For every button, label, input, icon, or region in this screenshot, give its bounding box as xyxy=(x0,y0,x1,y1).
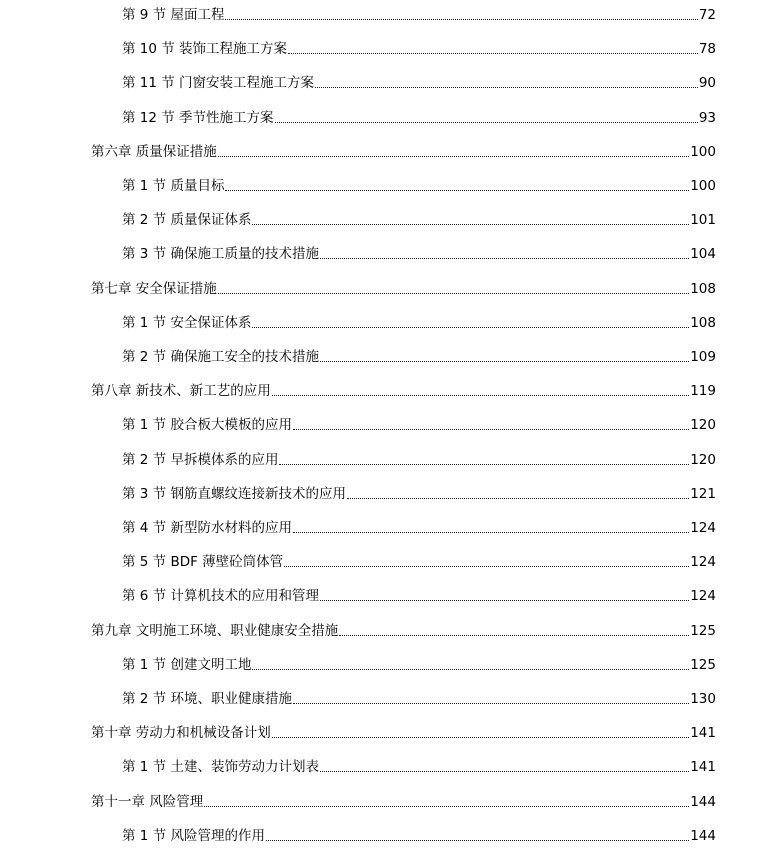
dot-leader xyxy=(279,464,689,465)
toc-section-entry[interactable] xyxy=(122,483,716,503)
toc-entry-title: 第 2 节 环境、职业健康措施 xyxy=(122,691,292,707)
toc-entry-page-number: 100 xyxy=(690,178,716,194)
toc-entry-title: 第 1 节 质量目标 xyxy=(122,178,225,194)
toc-chapter-entry[interactable] xyxy=(91,791,716,811)
dot-leader xyxy=(288,53,698,54)
toc-entry-title: 第 1 节 安全保证体系 xyxy=(122,314,252,331)
toc-entry-page-number: 109 xyxy=(690,349,716,365)
toc-entry-page-number: 72 xyxy=(698,7,716,23)
toc-entry-page-number: 119 xyxy=(690,383,716,400)
toc-entry-page-number: 101 xyxy=(690,212,716,229)
toc-entry-title: 第七章 安全保证措施 xyxy=(91,280,217,297)
toc-chapter-entry[interactable] xyxy=(91,141,716,161)
toc-entry-title: 第 3 节 确保施工质量的技术措施 xyxy=(122,246,319,263)
toc-chapter-entry[interactable] xyxy=(91,380,716,400)
dot-leader xyxy=(293,532,689,533)
toc-entry-page-number: 121 xyxy=(690,485,716,502)
toc-entry-title: 第 2 节 确保施工安全的技术措施 xyxy=(122,349,319,365)
toc-entry-page-number: 124 xyxy=(690,520,716,536)
dot-leader xyxy=(320,258,689,259)
dot-leader xyxy=(347,498,689,499)
dot-leader xyxy=(252,327,689,328)
toc-entry-title: 第 9 节 屋面工程 xyxy=(122,7,225,23)
toc-entry-page-number: 144 xyxy=(690,827,716,844)
toc-entry-page-number: 104 xyxy=(690,246,716,263)
toc-entry-page-number: 130 xyxy=(690,691,716,707)
toc-entry-title: 第 5 节 BDF 薄壁砼筒体管 xyxy=(122,554,284,571)
dot-leader xyxy=(218,293,689,294)
toc-entry-title: 第 1 节 胶合板大模板的应用 xyxy=(122,417,292,434)
toc-section-entry[interactable] xyxy=(122,72,716,92)
toc-entry-page-number: 93 xyxy=(698,109,716,126)
toc-section-entry[interactable] xyxy=(122,38,716,58)
toc-entry-title: 第 3 节 钢筋直螺纹连接新技术的应用 xyxy=(122,485,346,502)
toc-section-entry[interactable] xyxy=(122,312,716,332)
dot-leader xyxy=(266,840,689,841)
toc-section-entry[interactable] xyxy=(122,551,716,571)
dot-leader xyxy=(339,635,689,636)
toc-entry-page-number: 124 xyxy=(690,588,716,605)
toc-section-entry[interactable] xyxy=(122,825,716,845)
toc-entry-title: 第 6 节 计算机技术的应用和管理 xyxy=(122,588,319,605)
toc-entry-page-number: 108 xyxy=(690,280,716,297)
toc-section-entry[interactable] xyxy=(122,4,716,24)
toc-entry-title: 第 10 节 装饰工程施工方案 xyxy=(122,41,288,58)
toc-section-entry[interactable] xyxy=(122,414,716,434)
toc-entry-page-number: 144 xyxy=(690,793,716,810)
toc-entry-title: 第 12 节 季节性施工方案 xyxy=(122,109,274,126)
toc-chapter-entry[interactable] xyxy=(91,278,716,298)
toc-entry-title: 第 2 节 质量保证体系 xyxy=(122,212,252,229)
toc-entry-title: 第十章 劳动力和机械设备计划 xyxy=(91,725,271,742)
dot-leader xyxy=(252,669,689,670)
toc-section-entry[interactable] xyxy=(122,449,716,469)
toc-entry-page-number: 120 xyxy=(690,451,716,468)
toc-entry-title: 第 1 节 风险管理的作用 xyxy=(122,827,265,844)
toc-entry-page-number: 90 xyxy=(698,75,716,92)
dot-leader xyxy=(275,122,698,123)
toc-entry-page-number: 125 xyxy=(690,622,716,639)
dot-leader xyxy=(284,566,689,567)
dot-leader xyxy=(252,224,689,225)
dot-leader xyxy=(315,87,698,88)
toc-entry-title: 第六章 质量保证措施 xyxy=(91,143,217,160)
toc-section-entry[interactable] xyxy=(122,688,716,708)
toc-section-entry[interactable] xyxy=(122,585,716,605)
toc-section-entry[interactable] xyxy=(122,175,716,195)
dot-leader xyxy=(320,361,689,362)
dot-leader xyxy=(218,156,689,157)
toc-chapter-entry[interactable] xyxy=(91,722,716,742)
toc-section-entry[interactable] xyxy=(122,517,716,537)
toc-entry-page-number: 100 xyxy=(690,143,716,160)
toc-entry-page-number: 124 xyxy=(690,554,716,571)
toc-entry-page-number: 141 xyxy=(690,759,716,776)
toc-entry-title: 第十一章 风险管理 xyxy=(91,793,204,810)
dot-leader xyxy=(225,190,689,191)
dot-leader xyxy=(293,703,689,704)
toc-entry-title: 第 4 节 新型防水材料的应用 xyxy=(122,520,292,536)
toc-chapter-entry[interactable] xyxy=(91,620,716,640)
dot-leader xyxy=(320,600,689,601)
toc-section-entry[interactable] xyxy=(122,346,716,366)
toc-section-entry[interactable] xyxy=(122,107,716,127)
toc-entry-page-number: 120 xyxy=(690,417,716,434)
toc-entry-title: 第 2 节 早拆模体系的应用 xyxy=(122,451,279,468)
toc-section-entry[interactable] xyxy=(122,756,716,776)
toc-entry-page-number: 141 xyxy=(690,725,716,742)
dot-leader xyxy=(225,19,697,20)
toc-section-entry[interactable] xyxy=(122,243,716,263)
toc-entry-page-number: 78 xyxy=(698,41,716,58)
toc-entry-page-number: 125 xyxy=(690,656,716,673)
dot-leader xyxy=(272,395,689,396)
toc-section-entry[interactable] xyxy=(122,209,716,229)
dot-leader xyxy=(272,737,689,738)
toc-section-entry[interactable] xyxy=(122,654,716,674)
toc-entry-title: 第 1 节 土建、装饰劳动力计划表 xyxy=(122,759,319,776)
toc-entry-page-number: 108 xyxy=(690,314,716,331)
dot-leader xyxy=(204,806,689,807)
toc-entry-title: 第八章 新技术、新工艺的应用 xyxy=(91,383,271,400)
toc-entry-title: 第 1 节 创建文明工地 xyxy=(122,656,252,673)
toc-entry-title: 第 11 节 门窗安装工程施工方案 xyxy=(122,75,315,92)
dot-leader xyxy=(293,429,689,430)
toc-entry-title: 第九章 文明施工环境、职业健康安全措施 xyxy=(91,622,339,639)
dot-leader xyxy=(320,771,689,772)
